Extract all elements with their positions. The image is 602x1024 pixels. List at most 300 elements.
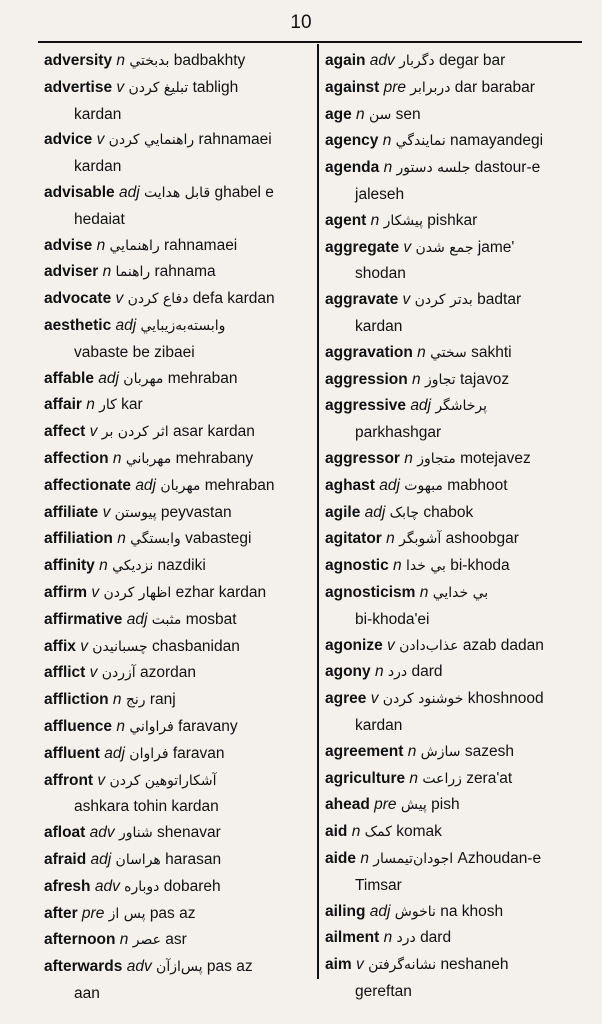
entry-part-of-speech: n <box>360 849 369 867</box>
dictionary-entry <box>325 48 587 75</box>
entry-part-of-speech: v <box>356 956 364 974</box>
right-column <box>325 48 587 1005</box>
entry-headword: agile <box>325 503 361 521</box>
entry-transliteration: badbakhty <box>173 52 246 69</box>
entry-part-of-speech: n <box>96 236 106 254</box>
entry-persian: چابک <box>389 504 419 521</box>
entry-headword: agnostic <box>325 557 389 575</box>
entry-persian: چسبانيدن <box>92 638 148 655</box>
dictionary-entry <box>44 526 310 553</box>
entry-part-of-speech: adv <box>369 52 395 69</box>
dictionary-entry <box>325 952 587 1005</box>
entry-transliteration: bi-khoda <box>450 557 510 575</box>
entry-persian: مهربان <box>123 370 164 387</box>
entry-headword: agree <box>325 690 367 708</box>
top-rule <box>38 41 582 43</box>
entry-part-of-speech: v <box>91 583 100 601</box>
entry-persian: كمک <box>364 824 392 841</box>
entry-part-of-speech: n <box>386 530 395 548</box>
dictionary-entry <box>44 927 310 954</box>
entry-headword: affirmative <box>44 610 123 628</box>
dictionary-entry <box>325 102 587 129</box>
entry-persian: نشانه‌گرفتن <box>368 957 437 974</box>
dictionary-entry <box>325 846 587 899</box>
entry-part-of-speech: v <box>116 78 125 96</box>
dictionary-entry <box>44 286 310 313</box>
entry-headword: against <box>325 78 380 96</box>
entry-persian: پيشكار <box>383 212 423 229</box>
entry-headword: affectionate <box>44 476 131 494</box>
entry-persian: دوباره <box>124 878 160 895</box>
entry-part-of-speech: n <box>382 132 392 150</box>
entry-headword: agent <box>325 211 367 229</box>
entry-headword: affirm <box>44 583 88 601</box>
entry-part-of-speech: n <box>409 769 419 787</box>
entry-transliteration: chabok <box>423 503 474 521</box>
entry-part-of-speech: adj <box>369 902 391 920</box>
dictionary-entry <box>44 313 310 366</box>
entry-part-of-speech: n <box>112 449 122 467</box>
entry-persian: پس‌از‌آن <box>156 959 203 976</box>
entry-headword: advisable <box>44 183 115 201</box>
entry-part-of-speech: v <box>89 664 98 682</box>
dictionary-entry <box>44 48 310 75</box>
entry-persian: دگربار <box>399 53 435 69</box>
dictionary-entry <box>44 687 310 714</box>
entry-transliteration: dobareh <box>163 877 221 895</box>
entry-part-of-speech: v <box>89 423 98 441</box>
entry-transliteration-continued: bi-khoda'ei <box>355 610 430 628</box>
entry-headword: aesthetic <box>44 316 112 334</box>
entry-persian: راهنمايي <box>109 237 160 254</box>
entry-part-of-speech: pre <box>383 78 406 96</box>
entry-part-of-speech: v <box>115 290 124 308</box>
entry-transliteration: pish <box>431 796 460 814</box>
entry-persian: مبهوت <box>404 477 443 494</box>
dictionary-entry <box>44 954 310 1007</box>
entry-transliteration-continued: shodan <box>355 265 406 283</box>
dictionary-entry <box>44 553 310 580</box>
entry-persian: فراوان <box>129 745 169 762</box>
entry-transliteration-continued: parkhashgar <box>355 424 442 442</box>
dictionary-entry <box>325 155 587 208</box>
entry-part-of-speech: n <box>412 370 421 388</box>
column-divider <box>317 44 319 979</box>
entry-part-of-speech: adj <box>115 316 137 334</box>
entry-persian: تجاوز <box>424 371 456 388</box>
entry-transliteration: rahnamaei <box>164 236 238 254</box>
entry-persian: بدبختي <box>129 53 170 69</box>
entry-transliteration: faravan <box>172 744 225 762</box>
entry-part-of-speech: n <box>112 691 122 709</box>
entry-part-of-speech: n <box>404 449 413 467</box>
entry-transliteration: faravany <box>178 717 238 735</box>
entry-transliteration: nazdiki <box>157 557 206 575</box>
entry-part-of-speech: n <box>99 557 108 575</box>
entry-transliteration: rahnamaei <box>198 131 272 149</box>
entry-part-of-speech: pre <box>374 796 397 814</box>
entry-part-of-speech: n <box>383 159 393 177</box>
entry-part-of-speech: adv <box>126 958 152 976</box>
entry-transliteration: namayandegi <box>450 132 544 150</box>
entry-part-of-speech: n <box>370 211 380 229</box>
entry-headword: aggressor <box>325 449 400 467</box>
entry-headword: advertise <box>44 78 113 96</box>
dictionary-entry <box>44 607 310 634</box>
entry-headword: adviser <box>44 263 99 281</box>
entry-transliteration: asr <box>165 931 187 949</box>
entry-headword: ailing <box>325 902 366 920</box>
entry-headword: affix <box>44 637 76 655</box>
entry-headword: aggregate <box>325 238 400 256</box>
entry-transliteration-continued: aan <box>74 984 100 1002</box>
entry-headword: afflict <box>44 664 86 682</box>
dictionary-entry <box>44 366 310 393</box>
entry-transliteration: shenavar <box>157 824 221 842</box>
entry-transliteration: azordan <box>139 664 196 682</box>
page-number: 10 <box>290 12 312 33</box>
entry-headword: affable <box>44 369 94 387</box>
entry-persian: دفاع كردن <box>127 291 189 308</box>
dictionary-entry <box>325 686 587 739</box>
dictionary-entry <box>325 367 587 394</box>
entry-persian: دربرابر <box>410 79 451 96</box>
entry-part-of-speech: adj <box>126 610 148 628</box>
entry-transliteration: motejavez <box>460 449 531 467</box>
dictionary-entry <box>325 446 587 473</box>
dictionary-entry <box>44 75 310 128</box>
entry-part-of-speech: n <box>102 263 112 281</box>
entry-headword: adversity <box>44 52 113 69</box>
entry-headword: aggravation <box>325 343 413 361</box>
entry-transliteration: dastour-e <box>474 159 541 177</box>
entry-persian: ناخوش <box>394 903 436 920</box>
entry-headword: agitator <box>325 530 382 548</box>
dictionary-entry <box>44 233 310 260</box>
entry-transliteration: peyvastan <box>160 503 232 521</box>
entry-transliteration: degar bar <box>438 52 506 69</box>
entry-persian: اظهار كردن <box>103 584 172 601</box>
entry-headword: aggravate <box>325 291 399 309</box>
dictionary-entry <box>325 580 587 633</box>
entry-transliteration: vabastegi <box>185 530 252 548</box>
entry-headword: afresh <box>44 877 91 895</box>
entry-transliteration: pishkar <box>427 211 478 229</box>
dictionary-entry <box>325 553 587 580</box>
dictionary-entry <box>325 128 587 155</box>
entry-transliteration-continued: ashkara tohin kardan <box>74 798 219 816</box>
dictionary-entry <box>325 819 587 846</box>
dictionary-entry <box>325 287 587 340</box>
entry-transliteration: defa kardan <box>192 290 275 308</box>
dictionary-entry <box>44 473 310 500</box>
dictionary-entry <box>44 768 310 821</box>
entry-headword: age <box>325 105 352 123</box>
entry-transliteration: tabligh <box>192 78 239 96</box>
dictionary-entry <box>325 393 587 446</box>
entry-persian: قابل هدايت <box>143 184 211 201</box>
entry-part-of-speech: adj <box>410 397 431 415</box>
dictionary-entry <box>325 792 587 819</box>
entry-part-of-speech: n <box>116 717 125 735</box>
entry-persian: پيش <box>400 797 427 814</box>
entry-part-of-speech: n <box>417 343 426 361</box>
entry-transliteration: jame' <box>477 238 515 256</box>
entry-headword: afternoon <box>44 931 116 949</box>
entry-transliteration-continued: Timsar <box>355 876 402 894</box>
entry-part-of-speech: n <box>393 557 402 575</box>
entry-headword: affront <box>44 771 94 789</box>
entry-part-of-speech: n <box>356 105 365 123</box>
entry-persian: تبليغ كردن <box>128 79 189 96</box>
entry-persian: نمايندگي <box>395 133 446 150</box>
entry-part-of-speech: v <box>96 131 105 149</box>
entry-headword: affection <box>44 449 109 467</box>
entry-headword: aide <box>325 849 357 867</box>
entry-headword: ahead <box>325 796 370 814</box>
dictionary-entry <box>44 419 310 446</box>
entry-transliteration: kar <box>121 396 143 414</box>
entry-transliteration: mehrabany <box>175 449 254 467</box>
dictionary-entry <box>325 75 587 102</box>
dictionary-entry <box>44 259 310 286</box>
dictionary-entry <box>44 820 310 847</box>
dictionary-entry <box>44 714 310 741</box>
entry-persian: راهنما <box>115 264 151 281</box>
entry-headword: affair <box>44 396 82 414</box>
dictionary-entry <box>325 340 587 367</box>
entry-transliteration-continued: kardan <box>74 158 122 176</box>
entry-transliteration: sen <box>395 105 421 123</box>
entry-headword: aim <box>325 956 352 974</box>
dictionary-entry <box>44 446 310 473</box>
entry-headword: affiliation <box>44 530 113 548</box>
entry-persian: آشوبگر <box>399 531 442 548</box>
entry-part-of-speech: n <box>117 530 126 548</box>
dictionary-entry <box>44 634 310 661</box>
entry-persian: عصر <box>132 932 161 949</box>
entry-persian: رنج <box>125 692 146 709</box>
dictionary-entry <box>44 580 310 607</box>
entry-part-of-speech: adv <box>89 824 115 842</box>
dictionary-entry <box>325 208 587 235</box>
entry-headword: affinity <box>44 557 95 575</box>
entry-headword: aggression <box>325 370 408 388</box>
entry-transliteration: Azhoudan-e <box>457 849 542 867</box>
entry-transliteration: mehraban <box>167 369 238 387</box>
entry-headword: affliction <box>44 691 109 709</box>
dictionary-entry <box>44 874 310 901</box>
entry-headword: advise <box>44 236 93 254</box>
entry-part-of-speech: n <box>351 823 361 841</box>
entry-persian: شناور <box>118 825 153 842</box>
entry-part-of-speech: adj <box>118 183 140 201</box>
entry-persian: بدتر كردن <box>414 292 473 309</box>
entry-part-of-speech: adj <box>364 503 386 521</box>
entry-transliteration: tajavoz <box>460 370 510 388</box>
entry-headword: agency <box>325 132 379 150</box>
entry-headword: afterwards <box>44 958 123 976</box>
entry-persian: آزردن <box>101 665 136 682</box>
entry-transliteration: asar kardan <box>172 423 255 441</box>
entry-persian: آشكاراتوهين كردن <box>109 772 217 789</box>
entry-headword: agnosticism <box>325 583 416 601</box>
dictionary-entry <box>325 899 587 926</box>
entry-persian: بي خدا <box>405 558 446 575</box>
entry-transliteration: mehraban <box>204 476 275 494</box>
entry-part-of-speech: n <box>383 929 393 947</box>
entry-transliteration-continued: hedaiat <box>74 210 125 228</box>
dictionary-entry <box>325 500 587 527</box>
entry-headword: aid <box>325 823 348 841</box>
entry-part-of-speech: adj <box>135 476 156 494</box>
entry-transliteration-continued: kardan <box>355 317 403 335</box>
entry-part-of-speech: pre <box>81 904 105 922</box>
entry-persian: پرخاشگر <box>435 398 488 415</box>
entry-transliteration: neshaneh <box>440 956 509 974</box>
entry-part-of-speech: v <box>102 503 111 521</box>
entry-transliteration: pas az <box>206 958 253 976</box>
entry-part-of-speech: v <box>80 637 88 655</box>
entry-part-of-speech: n <box>407 742 417 760</box>
entry-part-of-speech: adv <box>94 877 120 895</box>
entry-headword: agonize <box>325 636 383 654</box>
entry-persian: مهربان <box>160 477 201 494</box>
entry-transliteration: ghabel e <box>214 183 274 201</box>
entry-headword: agenda <box>325 159 380 177</box>
entry-part-of-speech: n <box>119 931 129 949</box>
entry-part-of-speech: v <box>403 238 412 256</box>
entry-transliteration-continued: vabaste be zibaei <box>74 343 195 361</box>
entry-persian: درد <box>396 930 416 947</box>
entry-persian: پيوستن <box>114 504 157 521</box>
entry-part-of-speech: v <box>387 636 395 654</box>
dictionary-entry <box>44 500 310 527</box>
entry-headword: aggressive <box>325 397 406 415</box>
entry-headword: afloat <box>44 824 86 842</box>
entry-persian: اجودان‌تيمسار <box>373 850 454 867</box>
dictionary-entry <box>325 633 587 660</box>
entry-part-of-speech: v <box>402 291 411 309</box>
entry-transliteration: sazesh <box>464 742 514 760</box>
dictionary-entry <box>325 526 587 553</box>
left-column <box>44 48 310 1007</box>
dictionary-entry <box>325 766 587 793</box>
entry-transliteration: badtar <box>477 291 522 309</box>
entry-transliteration: dar barabar <box>454 78 535 96</box>
entry-headword: affluence <box>44 717 113 735</box>
entry-transliteration: komak <box>396 823 442 841</box>
entry-persian: كار <box>99 397 117 414</box>
entry-part-of-speech: v <box>97 771 106 789</box>
entry-transliteration: na khosh <box>440 902 504 920</box>
entry-transliteration-continued: jaleseh <box>355 185 405 203</box>
dictionary-entry <box>44 741 310 768</box>
entry-transliteration: pas az <box>149 904 196 922</box>
entry-part-of-speech: n <box>116 52 126 69</box>
entry-persian: متجاوز <box>417 450 456 467</box>
entry-headword: afraid <box>44 850 87 868</box>
entry-persian: اثر كردن بر <box>101 424 169 441</box>
entry-persian: درد <box>387 664 408 681</box>
entry-transliteration: ashoobgar <box>445 530 519 548</box>
entry-headword: affiliate <box>44 503 99 521</box>
entry-headword: affect <box>44 423 86 441</box>
entry-persian: بي خدايي <box>432 584 489 601</box>
entry-part-of-speech: adj <box>379 476 400 494</box>
entry-part-of-speech: n <box>86 396 95 414</box>
entry-part-of-speech: v <box>370 690 379 708</box>
entry-persian: جمع شدن <box>415 239 474 256</box>
dictionary-entry <box>325 659 587 686</box>
entry-transliteration: rahnama <box>154 263 216 281</box>
dictionary-entry <box>325 473 587 500</box>
dictionary-entry <box>44 901 310 928</box>
entry-headword: affluent <box>44 744 100 762</box>
entry-part-of-speech: n <box>419 583 429 601</box>
dictionary-entry <box>325 739 587 766</box>
entry-transliteration-continued: kardan <box>74 105 122 123</box>
entry-persian: مثبت <box>151 611 182 628</box>
entry-persian: خوشنود كردن <box>382 691 464 708</box>
entry-transliteration: sakhti <box>471 343 512 361</box>
entry-persian: سازش <box>420 743 461 760</box>
entry-persian: وابسته‌به‌زيبايي <box>140 317 226 334</box>
entry-headword: after <box>44 904 78 922</box>
dictionary-entry <box>44 127 310 180</box>
dictionary-entry <box>44 847 310 874</box>
entry-headword: ailment <box>325 929 380 947</box>
entry-headword: aghast <box>325 476 375 494</box>
entry-transliteration: mabhoot <box>447 476 508 494</box>
entry-persian: سختي <box>430 344 467 361</box>
entry-persian: مهرباني <box>125 450 172 467</box>
entry-headword: advocate <box>44 290 112 308</box>
entry-persian: راهنمايي كردن <box>108 132 195 149</box>
dictionary-entry <box>325 925 587 952</box>
entry-persian: وابستگي <box>130 531 181 548</box>
entry-persian: جلسه دستور <box>396 160 471 177</box>
entry-persian: پس از <box>108 905 146 922</box>
entry-transliteration: ezhar kardan <box>175 583 267 601</box>
entry-transliteration-continued: gereftan <box>355 982 412 1000</box>
entry-transliteration: zera'at <box>466 769 513 787</box>
entry-transliteration: dard <box>411 663 443 681</box>
entry-part-of-speech: adj <box>104 744 125 762</box>
entry-transliteration: mosbat <box>185 610 237 628</box>
entry-headword: advice <box>44 131 93 149</box>
entry-transliteration-continued: kardan <box>355 716 403 734</box>
entry-part-of-speech: adj <box>98 369 119 387</box>
entry-headword: agriculture <box>325 769 406 787</box>
entry-transliteration: harasan <box>165 850 222 868</box>
entry-persian: نزديكي <box>112 558 154 575</box>
dictionary-entry <box>44 180 310 233</box>
entry-persian: زراعت <box>422 770 462 787</box>
entry-headword: agony <box>325 663 371 681</box>
entry-persian: فراواني <box>129 718 174 735</box>
entry-transliteration: azab dadan <box>462 636 544 654</box>
entry-transliteration: dard <box>420 929 452 947</box>
entry-part-of-speech: n <box>374 663 384 681</box>
entry-headword: again <box>325 52 366 69</box>
dictionary-entry <box>44 392 310 419</box>
entry-persian: هراسان <box>115 851 161 868</box>
entry-persian: عذاب‌دادن <box>399 637 459 654</box>
entry-transliteration: chasbanidan <box>151 637 240 655</box>
entry-headword: agreement <box>325 742 404 760</box>
entry-persian: سن <box>368 106 392 123</box>
